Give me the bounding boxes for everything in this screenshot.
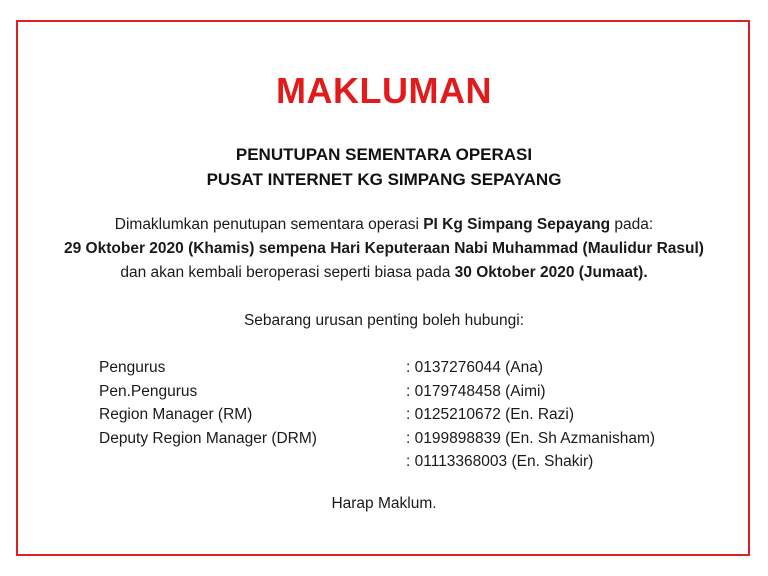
contact-phone: : 01113368003 (En. Shakir)	[406, 453, 594, 470]
closing-text: Harap Maklum.	[331, 495, 437, 512]
notice-subtitle-line2: PUSAT INTERNET KG SIMPANG SEPAYANG	[206, 170, 562, 189]
paragraph-text: pada:	[610, 216, 654, 233]
contact-role: Region Manager (RM)	[99, 406, 253, 423]
contact-role: Pengurus	[99, 359, 166, 376]
paragraph-text: Dimaklumkan penutupan sementara operasi	[114, 216, 424, 233]
paragraph-center-name: PI Kg Simpang Sepayang	[423, 216, 611, 233]
paragraph-text: dan akan kembali beroperasi seperti biasa pada	[120, 264, 455, 281]
contact-row	[99, 427, 719, 451]
contact-role: Deputy Region Manager (DRM)	[99, 429, 317, 447]
contact-row	[99, 356, 719, 380]
contact-role: Pen.Pengurus	[99, 382, 198, 400]
paragraph-reopen-date: 30 Oktober 2020 (Jumaat).	[454, 264, 648, 281]
contact-row	[99, 380, 719, 404]
paragraph-closure-date: 29 Oktober 2020 (Khamis) sempena Hari Keputeraan Nabi Muhammad (Maulidur Rasul)	[64, 240, 704, 257]
contact-phone: : 0179748458 (Aimi)	[406, 382, 546, 400]
notice-paragraph-line1	[0, 216, 768, 234]
contact-phone: : 0199898839 (En. Sh Azmanisham)	[406, 429, 656, 447]
notice-title: MAKLUMAN	[276, 70, 492, 111]
contact-intro: Sebarang urusan penting boleh hubungi:	[243, 312, 525, 329]
contact-row	[99, 403, 719, 427]
notice-paragraph-line3	[0, 264, 768, 282]
contact-list	[99, 356, 719, 474]
notice-subtitle-line1: PENUTUPAN SEMENTARA OPERASI	[235, 145, 533, 164]
notice-paragraph-line2	[0, 240, 768, 258]
contact-row	[99, 450, 719, 474]
contact-phone: : 0137276044 (Ana)	[406, 359, 544, 376]
contact-phone: : 0125210672 (En. Razi)	[406, 406, 575, 423]
